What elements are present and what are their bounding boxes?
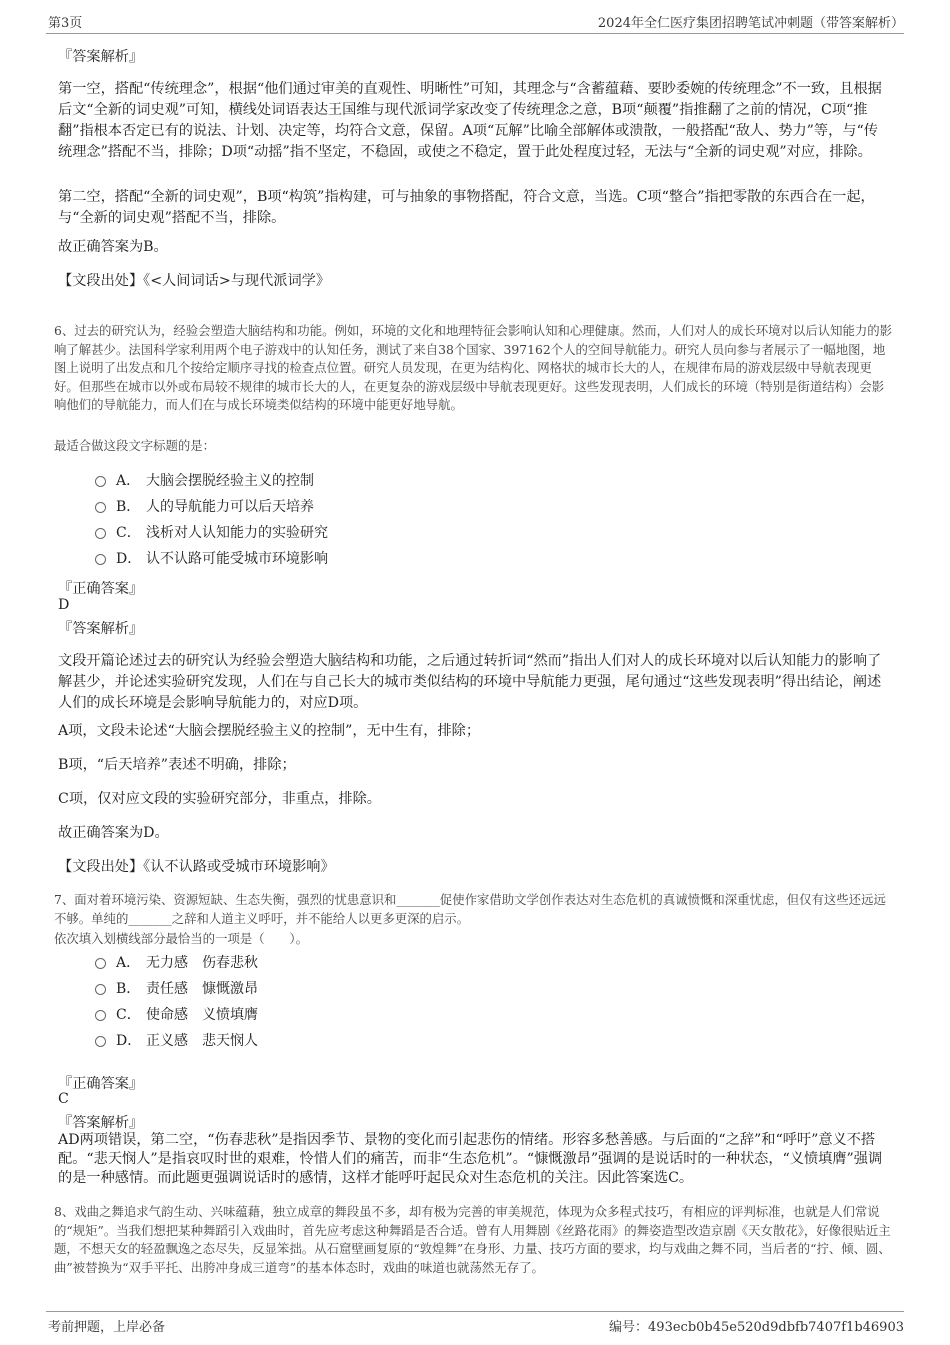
option-text: 认不认路可能受城市环境影响	[146, 551, 328, 567]
document-title: 2024年全仁医疗集团招聘笔试冲刺题（带答案解析）	[597, 16, 904, 31]
q7-option-c[interactable]	[95, 1002, 258, 1028]
page-number: 第3页	[48, 16, 83, 31]
q6-answer: D	[58, 597, 70, 613]
option-text: 浅析对人认知能力的实验研究	[146, 525, 328, 541]
q6-option-c[interactable]	[95, 520, 328, 546]
q6-conclusion: 故正确答案为D。	[58, 825, 169, 841]
q7-option-a[interactable]	[95, 950, 258, 976]
footer-slogan: 考前押题，上岸必备	[48, 1320, 166, 1335]
footer-divider	[46, 1311, 904, 1312]
q6-option-b[interactable]	[95, 494, 328, 520]
q7-answer-label: 『正确答案』	[58, 1076, 144, 1092]
prev-source: 【文段出处】《<人间词话>与现代派词学》	[58, 273, 331, 289]
prev-analysis-p1: 第一空，搭配“传统理念”，根据“他们通过审美的直观性、明晰性”可知，其理念与“含蓄蕴藉、要眇委婉的传统理念”不一致，且根据后文“全新的词史观”可知，横线处词语表达王国维与现代派词学家改变了传统理念之意，B项“颠覆”指推翻了之前的情况，C项“推翻”指根本否定已有的说法、计划、决定等，均符合文意，保留。A项“瓦解”比喻全部解体或溃散，一般搭配“敌人、势力”等，与“传统理念”搭配不当，排除；D项“动摇”指不坚定，不稳固，或使之不稳定，置于此处程度过轻，无法与“全新的词史观”对应，排除。	[58, 81, 882, 160]
prev-conclusion: 故正确答案为B。	[58, 239, 168, 255]
q7-prompt: 依次填入划横线部分最恰当的一项是（ ）。	[54, 931, 309, 946]
q6-option-d[interactable]	[95, 546, 328, 572]
q7-analysis-label: 『答案解析』	[58, 1115, 144, 1131]
prev-analysis-p2: 第二空，搭配“全新的词史观”，B项“构筑”指构建，可与抽象的事物搭配，符合文意，当选。C项“整合”指把零散的东西合在一起，与“全新的词史观”搭配不当，排除。	[58, 189, 875, 226]
option-letter: D．	[116, 1033, 142, 1049]
q6-source: 【文段出处】《认不认路或受城市环境影响》	[58, 859, 335, 875]
q6-analysis-b: B项，“后天培养”表述不明确，排除；	[58, 757, 296, 773]
option-text: 使命感 义愤填膺	[146, 1007, 258, 1023]
header-divider	[46, 33, 904, 34]
q6-options	[95, 468, 328, 572]
q6-analysis-p1: 文段开篇论述过去的研究认为经验会塑造大脑结构和功能，之后通过转折词“然而”指出人们对人的成长环境对以后认知能力的影响了解甚少，并论述实验研究发现，人们在与自己长大的城市类似结构的环境中导航能力更强，尾句通过“这些发现表明”得出结论，阐述人们的成长环境是会影响导航能力的，对应D项。	[58, 653, 882, 711]
option-letter: C．	[116, 525, 141, 541]
option-text: 责任感 慷慨激昂	[146, 981, 258, 997]
radio-icon[interactable]	[95, 502, 106, 513]
option-letter: C．	[116, 1007, 141, 1023]
option-letter: D．	[116, 551, 142, 567]
q7-answer: C	[58, 1091, 69, 1107]
q7-option-b[interactable]	[95, 976, 258, 1002]
q6-option-a[interactable]	[95, 468, 328, 494]
radio-icon[interactable]	[95, 476, 106, 487]
prev-analysis-label: 『答案解析』	[58, 49, 144, 65]
radio-icon[interactable]	[95, 958, 106, 969]
q6-analysis-a: A项，文段未论述“大脑会摆脱经验主义的控制”，无中生有，排除；	[58, 723, 481, 739]
radio-icon[interactable]	[95, 554, 106, 565]
q7-options	[95, 950, 258, 1054]
q8-text: 8、戏曲之舞追求气韵生动、兴味蕴藉，独立成章的舞段虽不多，却有极为完善的审美规范，体现为众多程式技巧，有相应的评判标准，也就是人们常说的“规矩”。当我们想把某种舞蹈引入戏曲时，首先应考虑这种舞蹈是否合适。曾有人用舞剧《丝路花雨》的舞姿造型改造京剧《天女散花》，好像很贴近主题，不想天女的轻盈飘逸之态尽失，反显笨拙。从石窟壁画复原的“敦煌舞”在身形、力量、技巧方面的要求，均与戏曲之舞不同，当后者的“拧、倾、圆、曲”被替换为“双手平托、出胯冲身成三道弯”的基本体态时，戏曲的味道也就荡然无存了。	[54, 1204, 891, 1275]
radio-icon[interactable]	[95, 1036, 106, 1047]
document-serial: 编号：493ecb0b45e520d9dbfb7407f1b46903	[609, 1320, 904, 1335]
option-text: 正义感 悲天悯人	[146, 1033, 258, 1049]
q6-text: 6、过去的研究认为，经验会塑造大脑结构和功能。例如，环境的文化和地理特征会影响认知和心理健康。然而，人们对人的成长环境对以后认知能力的影响了解甚少。法国科学家利用两个电子游戏中的认知任务，测试了来自38个国家、397162个人的空间导航能力。研究人员向参与者展示了一幅地图，地图上说明了出发点和几个按给定顺序寻找的检查点位置。研究人员发现，在更为结构化、网格状的城市长大的人，在规律布局的游戏层级中导航表现更好。但那些在城市以外或布局较不规律的城市长大的人，在更复杂的游戏层级中导航表现更好。这些发现表明，人们成长的环境（特别是街道结构）会影响他们的导航能力，而人们在与成长环境类似结构的环境中能更好地导航。	[54, 323, 893, 412]
option-text: 无力感 伤春悲秋	[146, 955, 258, 971]
radio-icon[interactable]	[95, 1010, 106, 1021]
q6-analysis-label: 『答案解析』	[58, 621, 144, 637]
option-text: 大脑会摆脱经验主义的控制	[146, 473, 314, 489]
q7-text: 7、面对着环境污染、资源短缺、生态失衡，强烈的忧患意识和_______促使作家借助文学创作表达对生态危机的真诚愤慨和深重忧虑，但仅有这些还远远不够。单纯的_______之辞和人道主义呼吁，并不能给人以更多更深的启示。	[54, 892, 886, 926]
q6-analysis-c: C项，仅对应文段的实验研究部分，非重点，排除。	[58, 791, 381, 807]
q6-answer-label: 『正确答案』	[58, 581, 144, 597]
q7-option-d[interactable]	[95, 1028, 258, 1054]
option-letter: A．	[116, 473, 141, 489]
option-text: 人的导航能力可以后天培养	[146, 499, 314, 515]
q7-analysis-p1: AD两项错误，第二空，“伤春悲秋”是指因季节、景物的变化而引起悲伤的情绪。形容多愁善感。与后面的“之辞”和“呼吁”意义不搭配。“悲天悯人”是指哀叹时世的艰难，怜惜人们的痛苦，而非“生态危机”。“慷慨激昂”强调的是说话时的一种状态，“义愤填膺”强调的是一种感情。而此题更强调说话时的感情，这样才能呼吁起民众对生态危机的关注。因此答案选C。	[58, 1132, 883, 1186]
radio-icon[interactable]	[95, 984, 106, 995]
option-letter: B．	[116, 499, 141, 515]
radio-icon[interactable]	[95, 528, 106, 539]
q6-prompt: 最适合做这段文字标题的是：	[54, 438, 216, 453]
option-letter: A．	[116, 955, 141, 971]
option-letter: B．	[116, 981, 141, 997]
